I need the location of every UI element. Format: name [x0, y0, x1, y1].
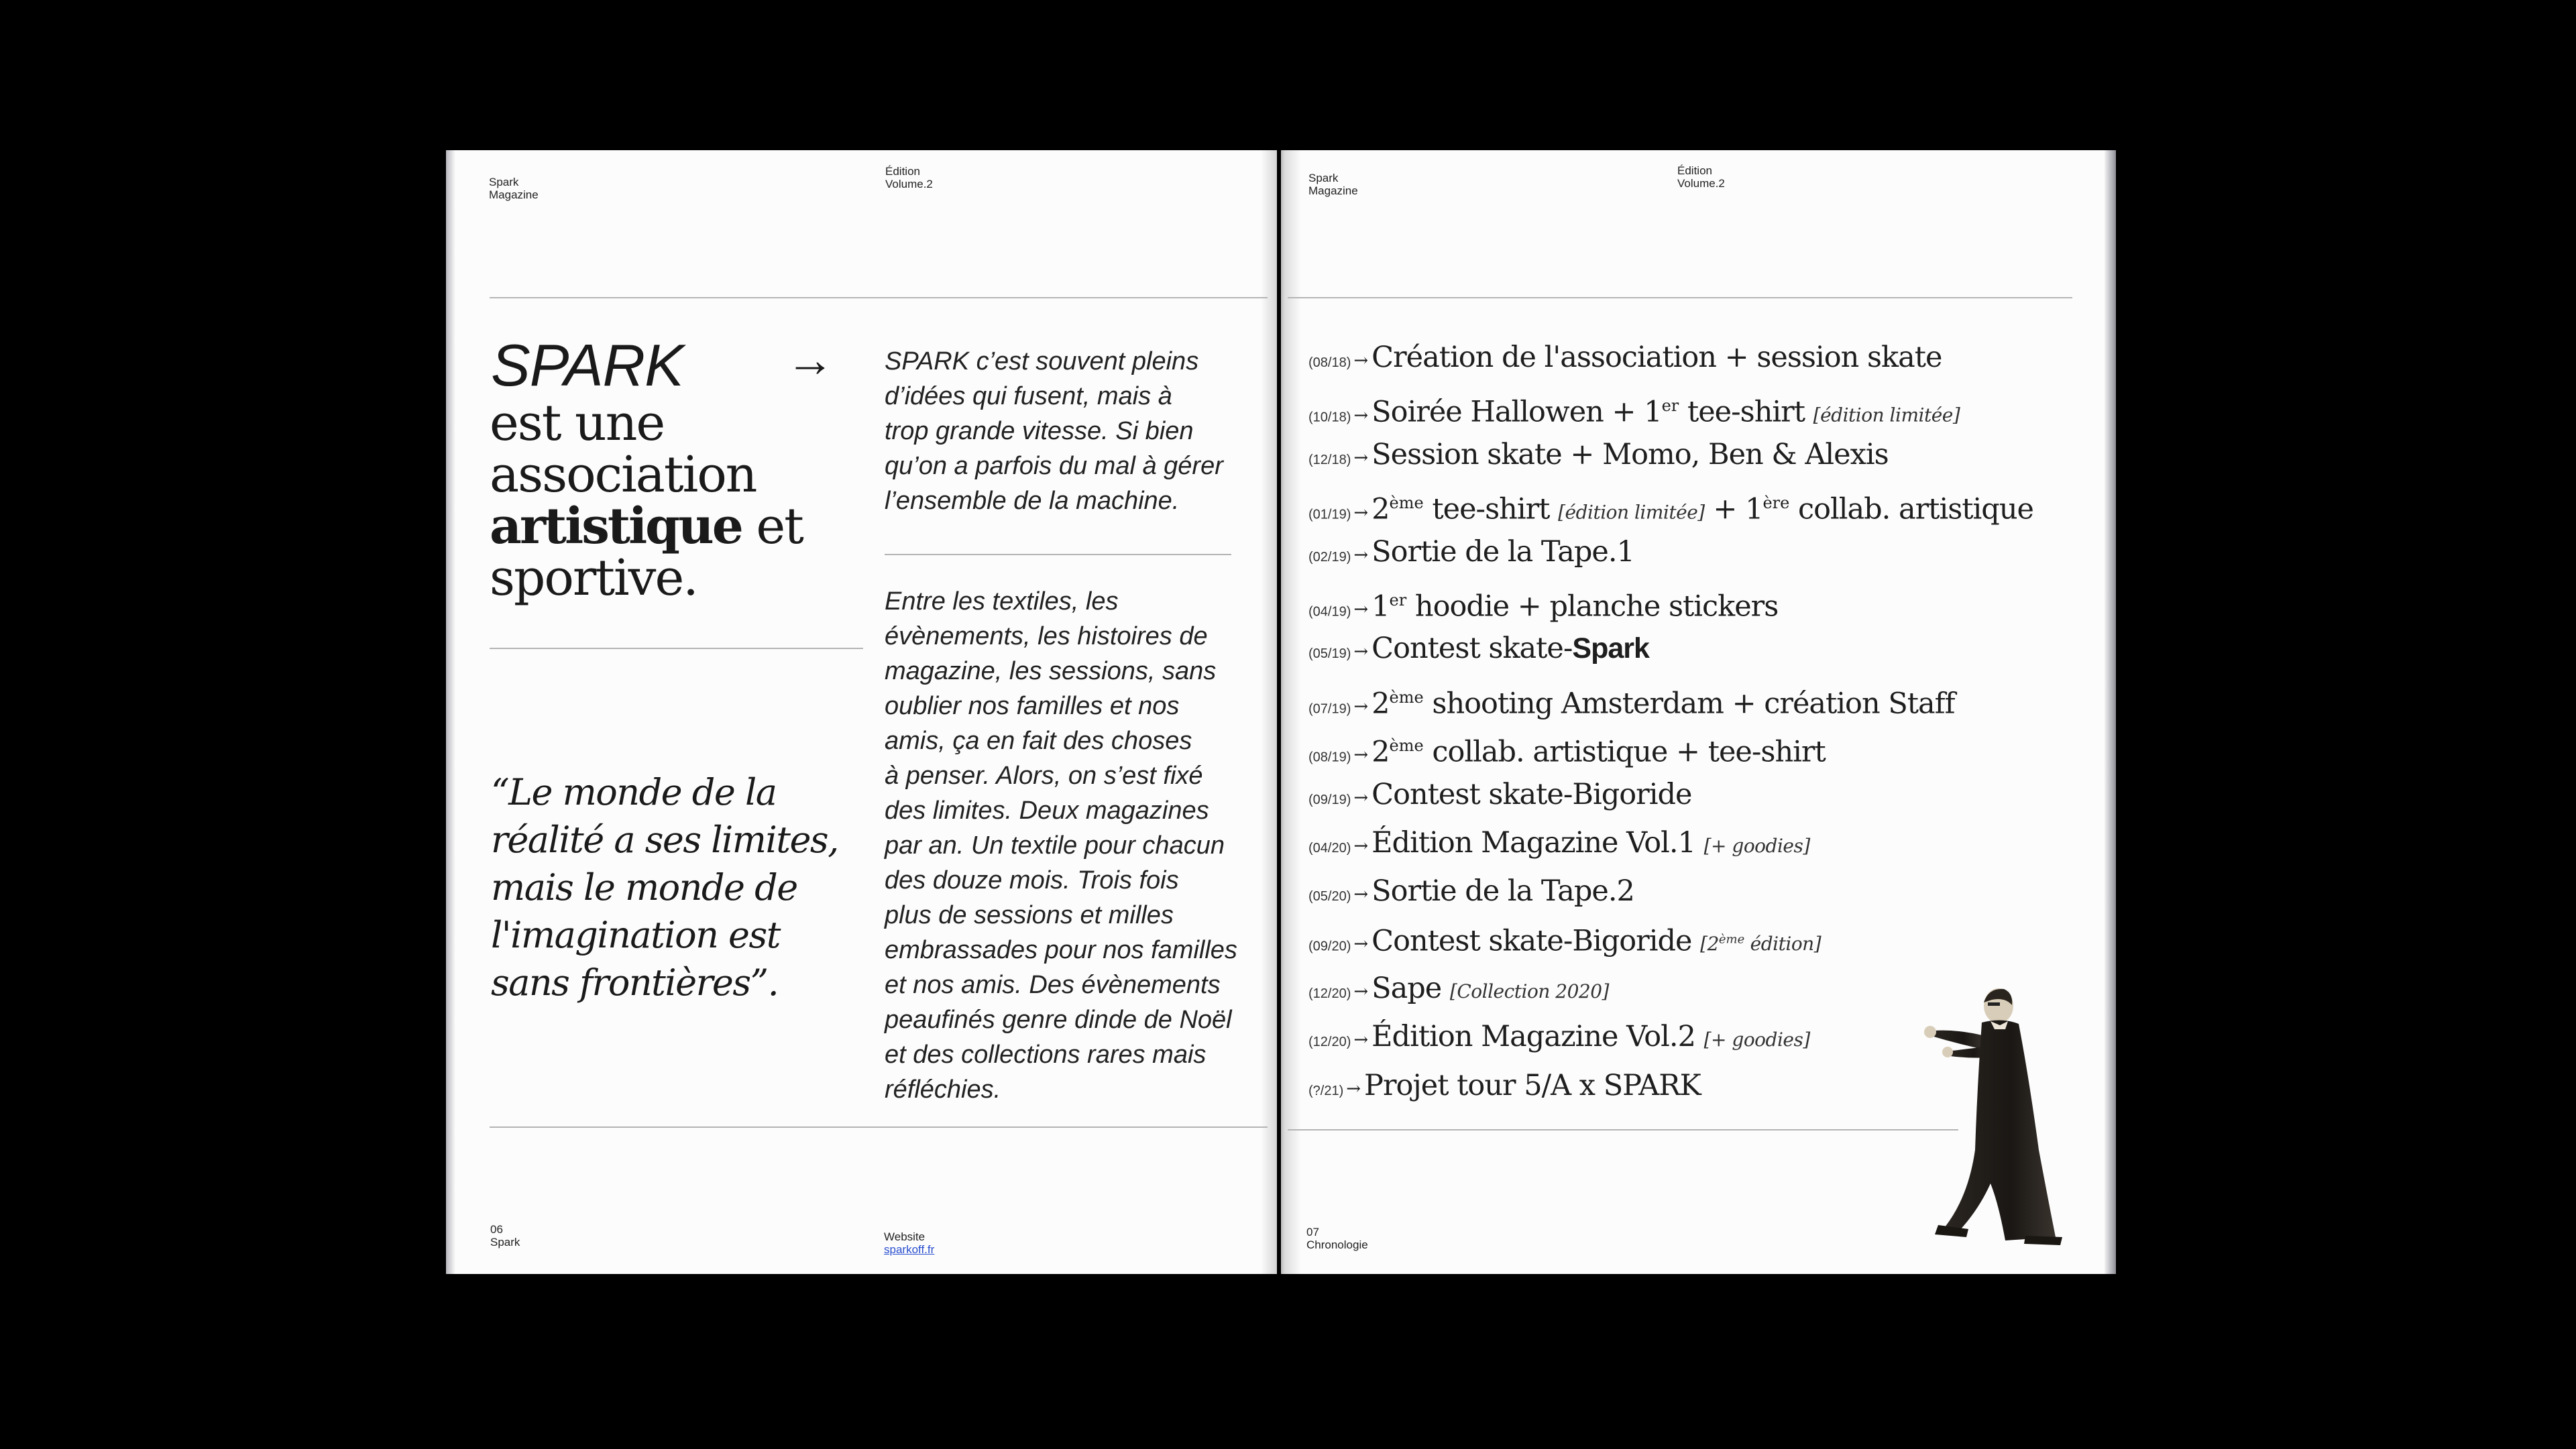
left-footer — [490, 1223, 520, 1249]
page-number: 06 — [490, 1223, 503, 1236]
left-header-brand: Spark Magazine — [489, 176, 539, 201]
chrono-row: (01/19) → 2ème tee-shirt [édition limitée] + 1ère collab. artistique — [1308, 492, 2033, 526]
arrow-icon: → — [1353, 599, 1368, 620]
left-footer-website: Website sparkoff.fr — [884, 1230, 935, 1256]
title-rule — [490, 648, 863, 649]
vintage-fighter-photo-icon — [1905, 982, 2079, 1251]
arrow-icon: → — [1353, 745, 1368, 766]
chrono-row: (04/20) → Édition Magazine Vol.1 [+ goodies] — [1308, 825, 1810, 860]
arrow-icon: → — [1353, 934, 1368, 955]
arrow-icon: → — [1353, 447, 1368, 468]
arrow-icon: → — [1346, 1078, 1361, 1099]
chrono-row: (02/19) → Sortie de la Tape.1 — [1308, 534, 1634, 569]
arrow-icon: → — [1353, 835, 1368, 856]
arrow-icon: → — [1353, 502, 1368, 523]
right-header-brand: Spark Magazine — [1308, 172, 1358, 197]
arrow-icon: → — [1353, 787, 1368, 808]
title-spark: SPARK — [491, 332, 683, 398]
chrono-row: (09/20) → Contest skate-Bigoride [2ème édition] — [1308, 924, 1822, 958]
arrow-icon: → — [1353, 642, 1368, 662]
page-number: 07 — [1306, 1226, 1319, 1238]
body-paragraph: Entre les textiles, les évènements, les histoires de magazine, les sessions, sans oublier nos familles et nos amis, ça en fait des choses à penser. Alors, on s’est fixé des limites. Deux magazines par an. Un textile pour chacun des douze mois. Trois fois plus de sessions et milles embrassades pour nos familles et nos amis. Des évènements peaufinés genre dinde de Noël et des collections rares mais réfléchies. — [885, 587, 1237, 1104]
right-bottom-rule — [1288, 1129, 1958, 1131]
chrono-row: (05/19) → Contest skate-Spark — [1308, 632, 1649, 666]
arrow-right-icon: → — [786, 333, 834, 387]
arrow-icon: → — [1353, 544, 1368, 565]
right-footer — [1306, 1226, 1368, 1251]
footer-label: Spark — [490, 1236, 520, 1249]
chrono-row: (?/21) → Projet tour 5/A x SPARK — [1308, 1068, 1701, 1102]
left-page-edge — [446, 150, 455, 1274]
arrow-icon: → — [1353, 1030, 1368, 1051]
chrono-row: (07/19) → 2ème shooting Amsterdam + création Staff — [1308, 687, 1955, 721]
website-link[interactable]: sparkoff.fr — [884, 1243, 935, 1256]
chrono-row: (04/19) → 1er hoodie + planche stickers — [1308, 589, 1779, 624]
spine-shadow — [1261, 150, 1301, 1274]
chrono-row: (08/18) → Création de l'association + session skate — [1308, 341, 1942, 374]
chrono-row: (12/18) → Session skate + Momo, Ben & Alexis — [1308, 437, 1889, 471]
chrono-row: (05/20) → Sortie de la Tape.2 — [1308, 874, 1634, 909]
arrow-icon: → — [1353, 405, 1368, 426]
arrow-icon: → — [1353, 697, 1368, 717]
chrono-row: (10/18) → Soirée Hallowen + 1er tee-shirt [édition limitée] — [1308, 395, 1960, 429]
arrow-icon: → — [1353, 982, 1368, 1002]
chrono-row: (09/19) → Contest skate-Bigoride — [1308, 777, 1692, 811]
right-top-rule — [1288, 297, 2072, 298]
right-header-edition: Édition Volume.2 — [1677, 164, 1725, 190]
chrono-row: (12/20) → Sape [Collection 2020] — [1308, 972, 1609, 1006]
left-header-edition: Édition Volume.2 — [885, 165, 933, 190]
intro-paragraph: SPARK c’est souvent pleins d’idées qui fusent, mais à trop grande vitesse. Si bien qu’on a parfois du mal à gérer l’ensemble de la machine. — [885, 347, 1223, 515]
quote: “Le monde de la réalité a ses limites, mais le monde de l'imagination est sans frontières”. — [491, 771, 838, 1004]
arrow-icon: → — [1353, 884, 1368, 905]
footer-label: Chronologie — [1306, 1238, 1368, 1251]
title-text: est une association artistique et sportive. — [490, 394, 803, 607]
chrono-row: (12/20) → Édition Magazine Vol.2 [+ goodies] — [1308, 1020, 1810, 1054]
left-top-rule — [490, 297, 1268, 298]
chrono-row: (08/19) → 2ème collab. artistique + tee-shirt — [1308, 735, 1826, 769]
right-page-edge — [2105, 150, 2116, 1274]
intro-rule — [885, 554, 1231, 555]
left-bottom-rule — [490, 1126, 1268, 1128]
arrow-icon: → — [1353, 351, 1368, 371]
